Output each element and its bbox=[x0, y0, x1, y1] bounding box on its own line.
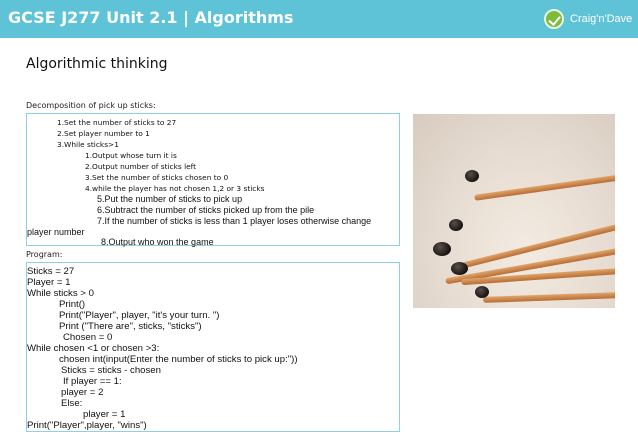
program-line: If player == 1: bbox=[63, 376, 122, 387]
program-line: While sticks > 0 bbox=[27, 288, 94, 299]
decomposition-line: 7.If the number of sticks is less than 1 player loses otherwise change bbox=[97, 216, 372, 226]
decomposition-caption: Decomposition of pick up sticks: bbox=[26, 101, 156, 110]
program-line: Print() bbox=[59, 299, 86, 310]
match-head bbox=[475, 286, 489, 298]
match-head bbox=[451, 262, 468, 275]
matches-photo bbox=[413, 114, 615, 308]
decomposition-box bbox=[26, 113, 400, 246]
program-line: chosen int(input(Enter the number of sticks to pick up:")) bbox=[59, 354, 298, 365]
match-head bbox=[465, 170, 479, 182]
logo bbox=[544, 8, 632, 30]
program-line: While chosen <1 or chosen >3: bbox=[27, 343, 160, 354]
decomposition-line: 1.Set the number of sticks to 27 bbox=[57, 118, 177, 127]
program-line: Print("Player",player, "wins") bbox=[27, 420, 147, 431]
decomposition-line: 3.While sticks>1 bbox=[57, 140, 119, 149]
program-line: Else: bbox=[61, 398, 83, 409]
program-line: player = 2 bbox=[61, 387, 104, 398]
program-line: Print ("There are", sticks, "sticks") bbox=[59, 321, 202, 332]
decomposition-line: 8.Output who won the game bbox=[101, 237, 214, 247]
logo-text: Craig'n'Dave bbox=[570, 13, 633, 25]
decomposition-line: 2.Set player number to 1 bbox=[57, 129, 150, 138]
program-box bbox=[26, 262, 400, 432]
program-line: Print("Player", player, "it's your turn. ") bbox=[59, 310, 220, 321]
program-line: player = 1 bbox=[83, 409, 126, 420]
page-title: GCSE J277 Unit 2.1 | Algorithms bbox=[8, 8, 294, 27]
decomposition-line: 3.Set the number of sticks chosen to 0 bbox=[85, 173, 229, 182]
program-line: Player = 1 bbox=[27, 277, 71, 288]
match-stick bbox=[474, 174, 615, 201]
logo-check-icon bbox=[544, 9, 564, 29]
section-heading: Algorithmic thinking bbox=[26, 56, 168, 72]
decomposition-line: 2.Output number of sticks left bbox=[85, 162, 197, 171]
program-line: Chosen = 0 bbox=[63, 332, 113, 343]
match-head bbox=[433, 242, 451, 256]
decomposition-line: 1.Output whose turn it is bbox=[85, 151, 177, 160]
match-stick bbox=[483, 292, 615, 303]
program-caption: Program: bbox=[26, 250, 63, 259]
program-line: Sticks = sticks - chosen bbox=[61, 365, 161, 376]
decomposition-line: 6.Subtract the number of sticks picked up from the pile bbox=[97, 205, 315, 215]
decomposition-line: 4.while the player has not chosen 1,2 or 3 sticks bbox=[85, 184, 265, 193]
program-line: Sticks = 27 bbox=[27, 266, 75, 277]
decomposition-line: player number bbox=[27, 227, 85, 237]
header-bar bbox=[0, 0, 638, 38]
decomposition-line: 5.Put the number of sticks to pick up bbox=[97, 194, 243, 204]
match-head bbox=[449, 219, 463, 231]
